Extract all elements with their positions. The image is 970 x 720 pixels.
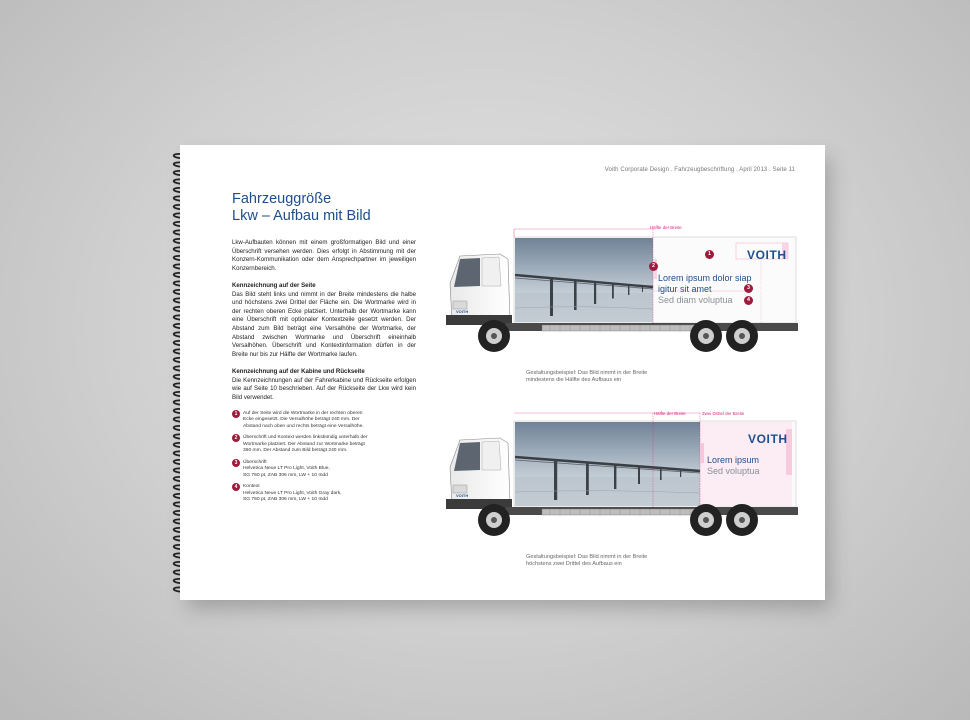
note-text bbox=[243, 435, 368, 455]
title-line-1: Fahrzeuggröße bbox=[232, 191, 332, 207]
note-text bbox=[243, 411, 364, 431]
note-line: 360 mm. Der Abstand zum Bild beträgt 240 mm. bbox=[243, 448, 348, 454]
section-heading: Kennzeichnung auf der Seite bbox=[232, 281, 316, 289]
note-number: 2 bbox=[232, 434, 240, 442]
note-line: SG 760 pt, ZAB 306 mm, LW + 10 Indd bbox=[243, 472, 328, 478]
guide-label: Hälfte der Breite bbox=[654, 411, 686, 416]
caption-2 bbox=[526, 554, 706, 569]
note-item bbox=[232, 460, 416, 480]
caption-1 bbox=[526, 370, 706, 385]
section-side bbox=[232, 282, 416, 359]
note-line: Überschrift bbox=[243, 459, 267, 465]
intro-paragraph: Lkw-Aufbauten können mit einem großformatigen Bild und einer Überschrift versehen werden. Dies erfolgt in Abstimmung mit der Konzern-Kommunikation oder dem Ansprechpartner im jeweiligen Konzernbereich. bbox=[232, 239, 416, 272]
note-line: SG 760 pt, ZAB 306 mm, LW + 10 Indd bbox=[243, 497, 328, 503]
voith-logo: VOITH bbox=[748, 432, 788, 446]
guide-label: Zwei Drittel der Breite bbox=[702, 411, 745, 416]
caption-line: höchstens zwei Drittel des Aufbaus ein bbox=[526, 561, 622, 568]
note-line: Helvetica Neue LT Pro Light, Voith Blue, bbox=[243, 466, 330, 472]
note-line: Ecke eingesetzt. Die Versalhöhe beträgt 240 mm. Der bbox=[243, 417, 360, 423]
truck-illustration-2 bbox=[446, 407, 806, 547]
caption-line: mindestens die Hälfte des Aufbaus ein bbox=[526, 377, 622, 384]
headline-line: Lorem ipsum bbox=[707, 455, 760, 465]
title-line-2: Lkw – Aufbau mit Bild bbox=[232, 208, 371, 224]
body-column bbox=[232, 239, 416, 509]
voith-logo: VOITH bbox=[747, 248, 787, 262]
numbered-notes bbox=[232, 411, 416, 504]
marker-1: 1 bbox=[705, 250, 714, 259]
note-item bbox=[232, 411, 416, 431]
running-head: Voith Corporate Design . Fahrzeugbeschriftung . April 2013 . Seite 11 bbox=[604, 167, 795, 173]
note-number: 3 bbox=[232, 459, 240, 467]
page-title bbox=[232, 191, 371, 225]
note-line: Kontext bbox=[243, 484, 260, 490]
note-text bbox=[243, 460, 330, 480]
section-text: Die Kennzeichnungen auf der Fahrerkabine und Rückseite erfolgen wie auf Seite 10 beschrieben. Auf der Rückseite der Lkw wird kein Bild verwendet. bbox=[232, 376, 416, 401]
section-cabin bbox=[232, 368, 416, 402]
section-text: Das Bild steht links und nimmt in der Breite mindestens die halbe und höchstens zwei Drittel der Fläche ein. Die Wortmarke wird in der rechten oberen Ecke platziert. Unterhalb der Wortmarke kann eine Überschrift mit optionaler Kontextzeile gesetzt werden. Der Abstand zum Bild beträgt eine Versalhöhe der Wortmarke, der Abstand zwischen Wortmarke und Überschrift eineinhalb Versalhöhen. Überschrift und Kontextinformation dürfen in der Breite nur bis zur Hälfte der Wortmarke laufen. bbox=[232, 290, 416, 358]
note-item bbox=[232, 435, 416, 455]
context-line: Sed voluptua bbox=[707, 466, 760, 476]
note-line: Wortmarke platziert. Der Abstand zur Wortmarke beträgt bbox=[243, 441, 365, 447]
section-heading: Kennzeichnung auf der Kabine und Rückseite bbox=[232, 367, 365, 375]
context-line: Sed diam voluptua bbox=[658, 295, 733, 305]
note-item bbox=[232, 484, 416, 504]
note-number: 4 bbox=[232, 483, 240, 491]
marker-2: 2 bbox=[649, 262, 658, 271]
caption-line: Gestaltungsbeispiel: Das Bild nimmt in der Breite bbox=[526, 370, 648, 376]
note-line: Überschrift und Kontext werden linksbündig unterhalb der bbox=[243, 435, 368, 441]
headline-line-2: igitur sit amet bbox=[658, 284, 712, 294]
marker-3: 3 bbox=[744, 284, 753, 293]
note-number: 1 bbox=[232, 410, 240, 418]
marker-4: 4 bbox=[744, 296, 753, 305]
svg-text:VOITH: VOITH bbox=[456, 493, 469, 498]
guide-label: Hälfte der Breite bbox=[650, 225, 682, 230]
headline-line-1: Lorem ipsum dolor siap bbox=[658, 273, 752, 283]
svg-text:VOITH: VOITH bbox=[456, 309, 469, 314]
note-line: Abstand nach oben und rechts beträgt eine Versalhöhe. bbox=[243, 423, 364, 429]
brochure-page bbox=[180, 145, 825, 600]
note-text bbox=[243, 484, 342, 504]
note-line: Helvetica Neue LT Pro Light, Voith Gray dark, bbox=[243, 490, 342, 496]
caption-line: Gestaltungsbeispiel: Das Bild nimmt in der Breite bbox=[526, 554, 648, 560]
note-line: Auf der Seite wird die Wortmarke in der rechten oberen bbox=[243, 410, 363, 416]
truck-illustration-1 bbox=[446, 223, 806, 363]
